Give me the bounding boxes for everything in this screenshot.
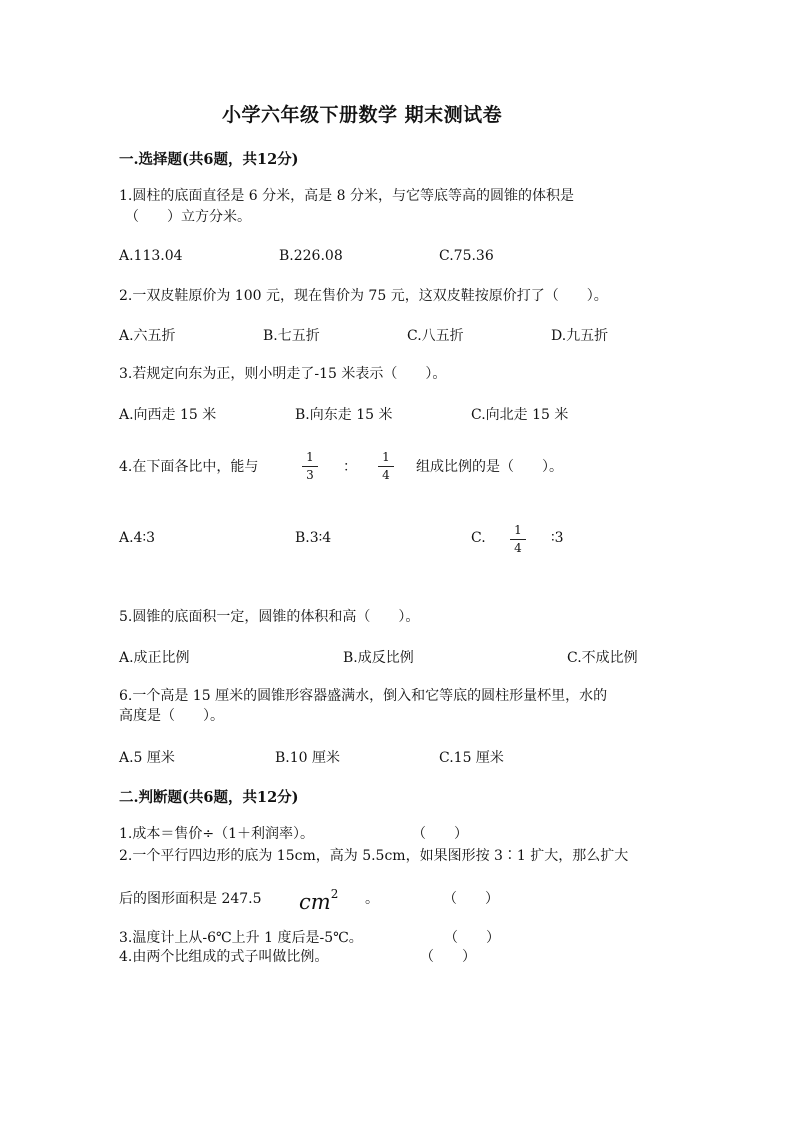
page-title: 小学六年级下册数学 期末测试卷 [222, 104, 503, 126]
q2-option-a[interactable]: A.六五折 [119, 328, 176, 344]
judge-2-text: 2.一个平行四边形的底为 15cm，高为 5.5cm，如果图形按 3∶1 扩大，那么扩大 [119, 848, 629, 864]
question-3-text: 3.若规定向东为正，则小明走了-15 米表示（ ）。 [119, 366, 447, 382]
judge-2-period: 。 [365, 891, 379, 907]
section-heading-true-false: 二.判断题(共6题，共12分) [119, 789, 299, 806]
unit-exponent: 2 [330, 887, 339, 901]
question-5-text: 5.圆锥的底面积一定，圆锥的体积和高（ ）。 [119, 609, 420, 625]
judge-1-answer-paren[interactable]: （ ） [412, 826, 468, 842]
question-6-text: 6.一个高是 15 厘米的圆锥形容器盛满水，倒入和它等底的圆柱形量杯里，水的 [119, 688, 608, 704]
fraction-denominator: 4 [382, 468, 390, 482]
q4-option-a[interactable]: A.4∶3 [119, 530, 156, 546]
q2-option-d[interactable]: D.九五折 [551, 328, 609, 344]
q1-option-a[interactable]: A.113.04 [119, 248, 183, 264]
q6-option-b[interactable]: B.10 厘米 [275, 750, 341, 766]
unit-base: cm [299, 890, 331, 914]
q1-option-b[interactable]: B.226.08 [279, 248, 343, 264]
fraction-numerator: 1 [514, 523, 522, 537]
question-4-text: 4.在下面各比中，能与 [119, 459, 259, 475]
judge-2-unit-cm2 [299, 887, 338, 914]
q2-option-c[interactable]: C.八五折 [407, 328, 464, 344]
fraction-numerator: 1 [306, 450, 314, 464]
q5-option-b[interactable]: B.成反比例 [343, 650, 414, 666]
q4-option-c-tail: ∶3 [551, 530, 564, 546]
question-4-text-end: 组成比例的是（ ）。 [416, 459, 563, 475]
judge-2-text-cont: 后的图形面积是 247.5 [119, 891, 262, 907]
fraction-bar [378, 466, 394, 467]
q4-option-b[interactable]: B.3∶4 [295, 530, 332, 546]
judge-3-text: 3.温度计上从-6℃上升 1 度后是-5℃。 [119, 930, 363, 946]
q3-option-c[interactable]: C.向北走 15 米 [471, 407, 569, 423]
judge-2-answer-paren[interactable]: （ ） [443, 891, 499, 907]
q4-fraction-one-third [302, 450, 318, 483]
judge-4-text: 4.由两个比组成的式子叫做比例。 [119, 949, 329, 965]
section-heading-choice: 一.选择题(共6题，共12分) [119, 151, 299, 168]
judge-1-text: 1.成本＝售价÷（1＋利润率）。 [119, 826, 314, 842]
q4-option-c[interactable]: C. [471, 530, 486, 546]
judge-4-answer-paren[interactable]: （ ） [420, 949, 476, 965]
q4-fraction-one-fourth [378, 450, 394, 483]
fraction-bar [510, 539, 526, 540]
question-1-text-cont: （ ）立方分米。 [125, 209, 251, 225]
q1-option-c[interactable]: C.75.36 [439, 248, 494, 264]
q5-option-a[interactable]: A.成正比例 [119, 650, 190, 666]
fraction-denominator: 3 [306, 468, 314, 482]
fraction-denominator: 4 [514, 541, 522, 555]
q3-option-a[interactable]: A.向西走 15 米 [119, 407, 217, 423]
question-2-text: 2.一双皮鞋原价为 100 元，现在售价为 75 元，这双皮鞋按原价打了（ ）。 [119, 288, 608, 304]
q6-option-c[interactable]: C.15 厘米 [439, 750, 504, 766]
q4-option-c-fraction [510, 523, 526, 556]
fraction-numerator: 1 [382, 450, 390, 464]
q6-option-a[interactable]: A.5 厘米 [119, 750, 175, 766]
ratio-colon: ： [343, 459, 357, 475]
q2-option-b[interactable]: B.七五折 [263, 328, 320, 344]
question-6-text-cont: 高度是（ ）。 [119, 708, 224, 724]
judge-3-answer-paren[interactable]: （ ） [444, 930, 500, 946]
fraction-bar [302, 466, 318, 467]
q3-option-b[interactable]: B.向东走 15 米 [295, 407, 393, 423]
question-1-text: 1.圆柱的底面直径是 6 分米，高是 8 分米，与它等底等高的圆锥的体积是 [119, 188, 574, 204]
q5-option-c[interactable]: C.不成比例 [567, 650, 638, 666]
